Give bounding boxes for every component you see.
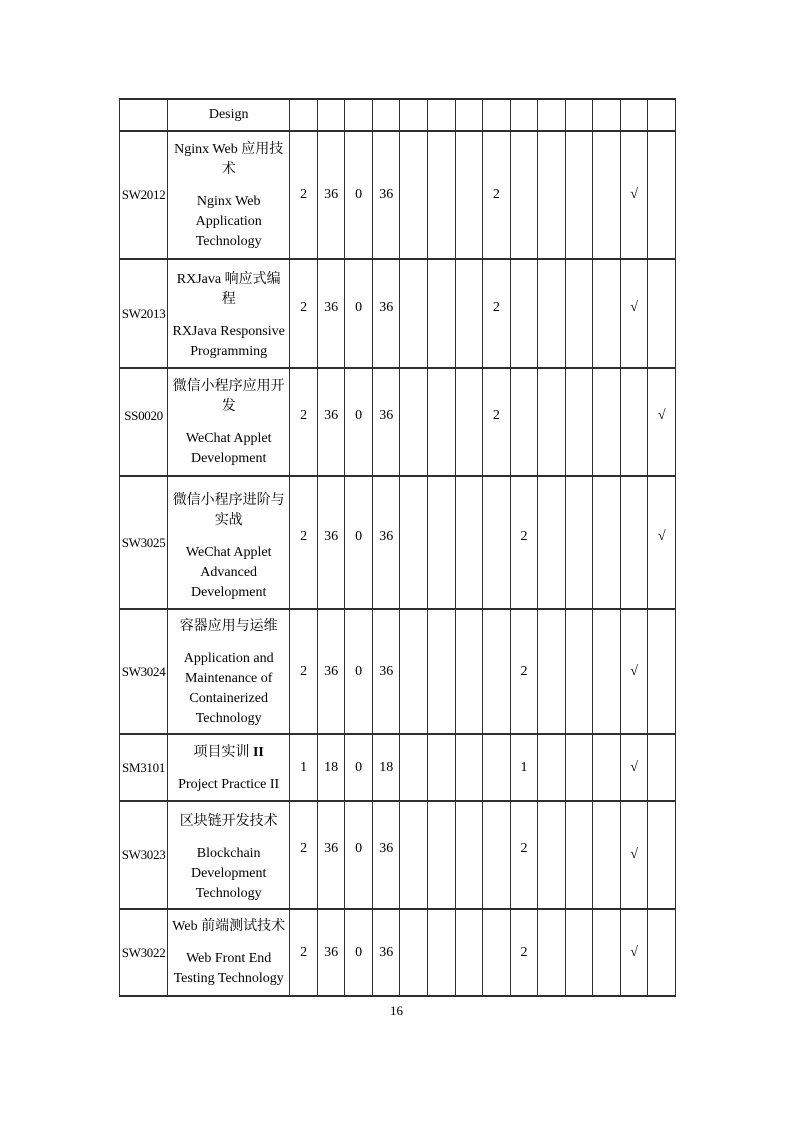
grid-cell xyxy=(648,369,676,477)
grid-cell xyxy=(373,735,401,802)
cell-value: 0 xyxy=(355,528,363,544)
grid-cell xyxy=(511,610,539,735)
grid-cell xyxy=(566,802,594,910)
name-line-spacer xyxy=(168,180,289,192)
course-name-cell xyxy=(168,610,290,735)
course-name-line: RXJava Responsive xyxy=(172,323,285,339)
course-name-line: 微信小程序应用开 xyxy=(172,379,285,394)
grid-cell xyxy=(456,100,484,132)
cell-value: 36 xyxy=(379,944,394,960)
grid-cell xyxy=(593,477,621,610)
course-name-line: 项目实训 II xyxy=(193,744,264,760)
course-name-line: 术 xyxy=(221,162,236,177)
grid-cell xyxy=(511,910,539,997)
grid-cell xyxy=(511,100,539,132)
grid-cell xyxy=(290,132,318,260)
course-plan-table xyxy=(119,98,676,997)
cell-value: 1 xyxy=(520,759,528,775)
table-row xyxy=(120,910,676,997)
cell-value: 2 xyxy=(492,187,500,202)
course-name-line: Blockchain xyxy=(196,845,261,861)
grid-cell xyxy=(400,369,428,477)
grid-cell xyxy=(566,260,594,369)
grid-cell xyxy=(318,477,346,610)
course-name-line: Development xyxy=(190,451,267,466)
course-name-line: Design xyxy=(208,107,249,122)
grid-cell xyxy=(400,100,428,132)
table-row xyxy=(120,260,676,369)
cell-value: 0 xyxy=(355,408,363,423)
course-name-line: WeChat Applet xyxy=(185,431,272,446)
grid-cell xyxy=(290,910,318,997)
cell-value: 0 xyxy=(355,759,363,775)
grid-cell xyxy=(290,369,318,477)
table-row xyxy=(120,610,676,735)
check-mark: √ xyxy=(630,847,638,862)
grid-cell xyxy=(318,802,346,910)
grid-cell xyxy=(593,100,621,132)
cell-value: 2 xyxy=(300,528,308,544)
grid-cell xyxy=(511,802,539,910)
cell-value: 36 xyxy=(379,841,394,856)
name-line-spacer xyxy=(168,763,289,775)
grid-cell xyxy=(511,477,539,610)
grid-cell xyxy=(593,735,621,802)
grid-cell xyxy=(345,477,373,610)
grid-cell xyxy=(400,477,428,610)
course-name-line: Project Practice II xyxy=(178,776,280,792)
course-name xyxy=(168,807,289,904)
grid-cell xyxy=(593,260,621,369)
course-name-line: 实战 xyxy=(214,512,243,528)
cell-value: 36 xyxy=(324,841,339,856)
grid-cell xyxy=(456,735,484,802)
grid-cell xyxy=(621,260,649,369)
check-mark: √ xyxy=(630,299,638,315)
grid-cell xyxy=(456,910,484,997)
course-name-cell xyxy=(168,369,290,477)
grid-cell xyxy=(290,100,318,132)
cell-value: 2 xyxy=(520,841,528,856)
cell-value: 2 xyxy=(492,408,500,423)
grid-cell xyxy=(511,132,539,260)
cell-value: 36 xyxy=(324,944,339,960)
grid-cell xyxy=(290,802,318,910)
table-row xyxy=(120,802,676,910)
check-mark: √ xyxy=(657,528,666,544)
cell-value: 2 xyxy=(300,841,308,856)
grid-cell xyxy=(593,910,621,997)
grid-cell xyxy=(428,610,456,735)
grid-cell xyxy=(538,610,566,735)
grid-cell xyxy=(373,477,401,610)
course-name xyxy=(168,483,289,603)
course-name xyxy=(168,741,289,795)
cell-value: 36 xyxy=(379,299,394,315)
grid-cell xyxy=(290,260,318,369)
course-name-cell xyxy=(168,802,290,910)
grid-cell xyxy=(538,477,566,610)
grid-cell xyxy=(318,910,346,997)
course-code-cell xyxy=(120,802,168,910)
grid-cell xyxy=(373,100,401,132)
course-name xyxy=(168,615,289,729)
cell-value: 2 xyxy=(300,299,308,315)
cell-value: 36 xyxy=(324,528,339,544)
course-code: SW3023 xyxy=(121,847,166,862)
course-name-line: Web Front End xyxy=(186,950,272,966)
course-name-line: Application xyxy=(195,214,262,229)
cell-value: 1 xyxy=(300,759,308,775)
grid-cell xyxy=(566,477,594,610)
grid-cell xyxy=(538,910,566,997)
grid-cell xyxy=(428,132,456,260)
course-name xyxy=(168,266,289,362)
grid-cell xyxy=(566,910,594,997)
grid-cell xyxy=(456,260,484,369)
grid-cell xyxy=(290,477,318,610)
grid-cell xyxy=(621,369,649,477)
grid-cell xyxy=(456,610,484,735)
course-name-line: Testing Technology xyxy=(173,970,284,986)
grid-cell xyxy=(428,802,456,910)
grid-cell xyxy=(593,610,621,735)
cell-value: 0 xyxy=(355,663,363,679)
grid-cell xyxy=(400,735,428,802)
check-mark: √ xyxy=(657,408,666,423)
grid-cell xyxy=(648,132,676,260)
course-name-line: RXJava 响应式编 xyxy=(176,271,281,287)
cell-value: 0 xyxy=(355,944,363,960)
grid-cell xyxy=(483,735,511,802)
course-name-line: Development xyxy=(190,865,267,881)
grid-cell xyxy=(538,100,566,132)
course-table-body xyxy=(120,100,676,997)
cell-value: 2 xyxy=(492,299,500,315)
grid-cell xyxy=(538,369,566,477)
grid-cell xyxy=(566,132,594,260)
grid-cell xyxy=(538,260,566,369)
cell-value: 2 xyxy=(300,408,308,423)
course-name-cell xyxy=(168,132,290,260)
grid-cell xyxy=(345,610,373,735)
grid-cell xyxy=(538,735,566,802)
course-name-cell xyxy=(168,260,290,369)
cell-value: 36 xyxy=(379,187,394,202)
course-code-cell xyxy=(120,100,168,132)
cell-value: 2 xyxy=(520,663,528,679)
course-name-cell xyxy=(168,910,290,997)
grid-cell xyxy=(511,260,539,369)
cell-value: 0 xyxy=(355,187,363,202)
grid-cell xyxy=(483,802,511,910)
course-name-line: 发 xyxy=(221,399,236,414)
cell-value: 36 xyxy=(324,408,339,423)
course-code: SW3024 xyxy=(121,663,166,679)
grid-cell xyxy=(538,132,566,260)
table-row xyxy=(120,477,676,610)
grid-cell xyxy=(345,260,373,369)
course-name-line: Technology xyxy=(195,710,262,726)
cell-value: 2 xyxy=(300,187,308,202)
course-name-line: WeChat Applet xyxy=(185,544,272,560)
grid-cell xyxy=(345,369,373,477)
grid-cell xyxy=(621,100,649,132)
name-line-spacer xyxy=(168,937,289,949)
grid-cell xyxy=(400,132,428,260)
grid-cell xyxy=(593,369,621,477)
grid-cell xyxy=(621,910,649,997)
grid-cell xyxy=(428,735,456,802)
check-mark: √ xyxy=(630,759,638,775)
grid-cell xyxy=(621,802,649,910)
course-name xyxy=(168,105,289,125)
grid-cell xyxy=(318,100,346,132)
grid-cell xyxy=(483,369,511,477)
course-name-line: Technology xyxy=(195,885,262,901)
course-code: SW2012 xyxy=(121,187,166,202)
cell-value: 36 xyxy=(379,408,394,423)
grid-cell xyxy=(373,610,401,735)
grid-cell xyxy=(400,610,428,735)
course-code-cell xyxy=(120,910,168,997)
grid-cell xyxy=(511,735,539,802)
grid-cell xyxy=(456,477,484,610)
course-name xyxy=(168,375,289,469)
cell-value: 36 xyxy=(324,187,339,202)
grid-cell xyxy=(428,100,456,132)
grid-cell xyxy=(648,100,676,132)
grid-cell xyxy=(318,735,346,802)
course-code: SW3025 xyxy=(121,534,166,550)
cell-value: 2 xyxy=(520,944,528,960)
course-name xyxy=(168,917,289,989)
grid-cell xyxy=(648,802,676,910)
course-name-line: Application and xyxy=(183,650,274,666)
grid-cell xyxy=(428,260,456,369)
grid-cell xyxy=(400,910,428,997)
course-code: SW3022 xyxy=(121,944,166,960)
grid-cell xyxy=(428,477,456,610)
name-line-spacer xyxy=(168,832,289,844)
check-mark: √ xyxy=(630,663,638,679)
cell-value: 36 xyxy=(379,663,394,679)
course-code-cell xyxy=(120,610,168,735)
course-code-cell xyxy=(120,132,168,260)
grid-cell xyxy=(593,802,621,910)
grid-cell xyxy=(648,735,676,802)
name-line-spacer xyxy=(168,310,289,322)
grid-cell xyxy=(483,260,511,369)
grid-cell xyxy=(400,260,428,369)
cell-value: 36 xyxy=(324,663,339,679)
course-name-line: 区块链开发技术 xyxy=(179,813,278,829)
grid-cell xyxy=(538,802,566,910)
grid-cell xyxy=(483,477,511,610)
cell-value: 2 xyxy=(520,528,528,544)
grid-cell xyxy=(621,477,649,610)
course-code: SW2013 xyxy=(121,305,166,321)
table-row xyxy=(120,369,676,477)
grid-cell xyxy=(456,369,484,477)
grid-cell xyxy=(456,132,484,260)
cell-value: 36 xyxy=(324,299,339,315)
course-name-line: 容器应用与运维 xyxy=(179,618,278,634)
grid-cell xyxy=(345,100,373,132)
grid-cell xyxy=(290,610,318,735)
grid-cell xyxy=(648,610,676,735)
cell-value: 0 xyxy=(355,841,363,856)
grid-cell xyxy=(511,369,539,477)
course-name-cell xyxy=(168,477,290,610)
grid-cell xyxy=(566,100,594,132)
grid-cell xyxy=(483,610,511,735)
course-code-cell xyxy=(120,369,168,477)
course-code-cell xyxy=(120,260,168,369)
grid-cell xyxy=(621,132,649,260)
grid-cell xyxy=(345,802,373,910)
check-mark: √ xyxy=(630,187,638,202)
table-row xyxy=(120,132,676,260)
course-name-line: 程 xyxy=(221,291,236,307)
grid-cell xyxy=(428,910,456,997)
grid-cell xyxy=(566,369,594,477)
grid-cell xyxy=(373,369,401,477)
grid-cell xyxy=(648,477,676,610)
grid-cell xyxy=(318,132,346,260)
grid-cell xyxy=(483,910,511,997)
name-line-spacer xyxy=(168,531,289,543)
cell-value: 2 xyxy=(300,944,308,960)
grid-cell xyxy=(373,910,401,997)
grid-cell xyxy=(456,802,484,910)
course-name-line: Nginx Web xyxy=(196,194,261,209)
course-code: SS0020 xyxy=(124,408,163,423)
page-number: 16 xyxy=(390,1003,403,1018)
course-name-line: 微信小程序进阶与 xyxy=(172,492,285,508)
course-name-line: Nginx Web 应用技 xyxy=(174,142,284,157)
grid-cell xyxy=(621,610,649,735)
grid-cell xyxy=(483,100,511,132)
course-name-line: Development xyxy=(190,584,267,600)
grid-cell xyxy=(318,369,346,477)
grid-cell xyxy=(483,132,511,260)
grid-cell xyxy=(290,735,318,802)
course-name xyxy=(168,138,289,252)
grid-cell xyxy=(428,369,456,477)
cell-value: 2 xyxy=(300,663,308,679)
course-name-line: Advanced xyxy=(200,564,258,580)
course-name-cell xyxy=(168,735,290,802)
name-line-spacer xyxy=(168,637,289,649)
course-name-cell xyxy=(168,100,290,132)
grid-cell xyxy=(400,802,428,910)
grid-cell xyxy=(621,735,649,802)
grid-cell xyxy=(648,910,676,997)
grid-cell xyxy=(373,132,401,260)
grid-cell xyxy=(318,610,346,735)
grid-cell xyxy=(648,260,676,369)
table-row xyxy=(120,100,676,132)
grid-cell xyxy=(318,260,346,369)
course-name-line: Maintenance of xyxy=(184,670,273,686)
course-code-cell xyxy=(120,477,168,610)
grid-cell xyxy=(345,910,373,997)
cell-value: 18 xyxy=(379,759,394,775)
check-mark: √ xyxy=(630,944,638,960)
course-name-line: Web 前端测试技术 xyxy=(172,918,286,934)
grid-cell xyxy=(373,260,401,369)
course-name-line: Technology xyxy=(195,234,262,249)
table-row xyxy=(120,735,676,802)
grid-cell xyxy=(345,735,373,802)
course-code-cell xyxy=(120,735,168,802)
grid-cell xyxy=(566,735,594,802)
course-name-line: Containerized xyxy=(189,690,268,706)
cell-value: 0 xyxy=(355,299,363,315)
grid-cell xyxy=(566,610,594,735)
grid-cell xyxy=(345,132,373,260)
cell-value: 18 xyxy=(324,759,339,775)
course-name-line: Programming xyxy=(190,343,268,359)
cell-value: 36 xyxy=(379,528,394,544)
name-line-spacer xyxy=(168,417,289,429)
grid-cell xyxy=(593,132,621,260)
grid-cell xyxy=(373,802,401,910)
course-code: SM3101 xyxy=(122,759,166,775)
